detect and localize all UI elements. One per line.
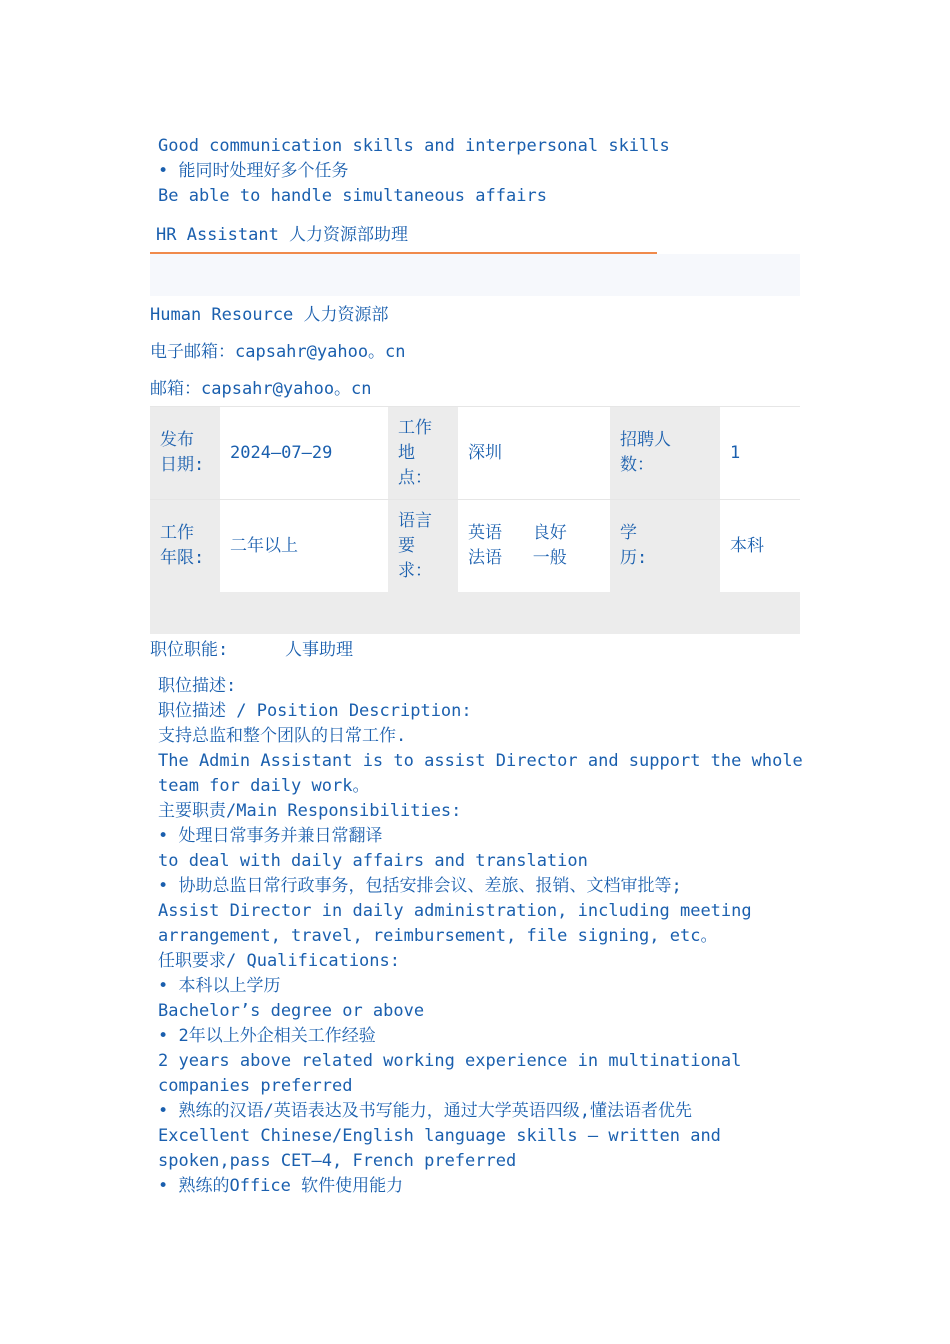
table-row [150,407,800,500]
spacer-band [150,254,800,296]
top-requirements [158,134,670,209]
desc-bullet: • 熟练的Office 软件使用能力 [158,1176,404,1196]
location-value: 深圳 [458,407,610,500]
desc-bullet: • 处理日常事务并兼日常翻译 [158,826,383,846]
count-label: 招聘人 数： [610,407,720,500]
language-value: 英语 良好 法语 一般 [458,500,610,593]
desc-line: arrangement, travel, reimbursement, file signing, etc。 [158,926,718,946]
location-label: 工作 地 点： [388,407,458,500]
function-label: 职位职能: [150,640,229,660]
desc-bullet: • 本科以上学历 [158,976,281,996]
desc-heading: 主要职责/Main Responsibilities: [158,801,462,821]
date-label: 发布 日期: [150,407,220,500]
desc-line: The Admin Assistant is to assist Director and support the whole [158,751,803,771]
date-value: 2024—07—29 [220,407,388,500]
spacer-band [150,592,800,634]
education-label: 学 历: [610,500,720,593]
desc-line: to deal with daily affairs and translation [158,851,588,871]
desc-line: companies preferred [158,1076,353,1096]
language-label: 语言 要 求： [388,500,458,593]
desc-heading: 职位描述: [158,676,237,696]
requirement-line: Good communication skills and interpersonal skills [158,136,670,156]
function-value: 人事助理 [285,640,353,660]
desc-line: 2 years above related working experience in multinational [158,1051,742,1071]
desc-line: Excellent Chinese/English language skills – written and [158,1126,721,1146]
requirement-line: Be able to handle simultaneous affairs [158,186,547,206]
requirement-line: • 能同时处理好多个任务 [158,161,349,181]
job-info-table [150,406,800,592]
email-line-alt: 邮箱：capsahr@yahoo。cn [150,379,372,399]
job-title: HR Assistant 人力资源部助理 [156,225,409,245]
desc-line: 支持总监和整个团队的日常工作. [158,726,407,746]
years-label: 工作 年限: [150,500,220,593]
table-row [150,500,800,593]
desc-line: team for daily work。 [158,776,370,796]
desc-bullet: • 2年以上外企相关工作经验 [158,1026,376,1046]
desc-line: Bachelor’s degree or above [158,1001,425,1021]
desc-line: Assist Director in daily administration, including meeting [158,901,752,921]
email-line: 电子邮箱：capsahr@yahoo。cn [150,342,406,362]
years-value: 二年以上 [220,500,388,593]
desc-bullet: • 熟练的汉语/英语表达及书写能力，通过大学英语四级,懂法语者优先 [158,1101,692,1121]
desc-heading: 任职要求/ Qualifications: [158,951,400,971]
desc-bullet: • 协助总监日常行政事务，包括安排会议、差旅、报销、文档审批等; [158,876,682,896]
count-value: 1 [720,407,800,500]
desc-line: spoken,pass CET—4, French preferred [158,1151,517,1171]
education-value: 本科 [720,500,800,593]
department: Human Resource 人力资源部 [150,305,389,325]
desc-heading: 职位描述 / Position Description: [158,701,472,721]
job-description [158,674,803,1199]
